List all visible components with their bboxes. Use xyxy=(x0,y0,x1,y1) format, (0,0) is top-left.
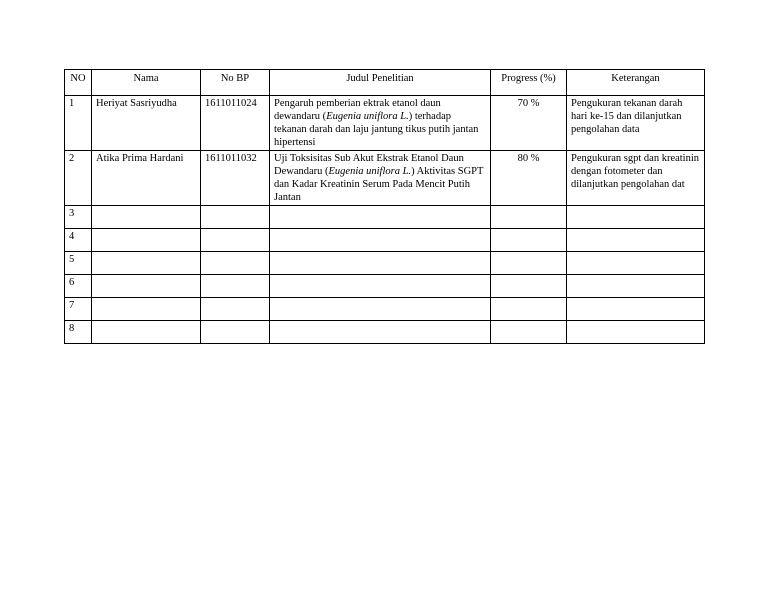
cell-no: 7 xyxy=(65,298,92,321)
header-progress: Progress (%) xyxy=(491,70,567,96)
cell-keterangan xyxy=(567,252,705,275)
cell-nama: Heriyat Sasriyudha xyxy=(92,96,201,151)
cell-no-bp xyxy=(201,206,270,229)
cell-judul xyxy=(270,252,491,275)
header-judul-penelitian: Judul Penelitian xyxy=(270,70,491,96)
cell-progress: 80 % xyxy=(491,151,567,206)
cell-nama xyxy=(92,206,201,229)
judul-species-name: Eugenia uniflora L. xyxy=(328,166,412,177)
cell-no: 4 xyxy=(65,229,92,252)
cell-progress xyxy=(491,275,567,298)
cell-progress: 70 % xyxy=(491,96,567,151)
judul-text-before: Pengaruh pemberian ektrak etanol daun dewandaru ( xyxy=(274,98,441,122)
table-row-empty xyxy=(65,252,705,275)
table-row xyxy=(65,151,705,206)
cell-no: 5 xyxy=(65,252,92,275)
cell-judul xyxy=(270,321,491,344)
cell-no-bp xyxy=(201,298,270,321)
judul-species-name: Eugenia uniflora L. xyxy=(326,111,409,122)
table-row-empty xyxy=(65,229,705,252)
cell-no-bp: 1611011024 xyxy=(201,96,270,151)
cell-no-bp xyxy=(201,275,270,298)
table-header-row xyxy=(65,70,705,96)
cell-nama xyxy=(92,252,201,275)
cell-judul xyxy=(270,275,491,298)
cell-no-bp xyxy=(201,252,270,275)
cell-nama xyxy=(92,275,201,298)
research-progress-table xyxy=(64,69,705,344)
cell-keterangan xyxy=(567,229,705,252)
judul-text-before: Uji Toksisitas Sub Akut Ekstrak Etanol Daun Dewandaru ( xyxy=(274,153,464,177)
cell-progress xyxy=(491,321,567,344)
table-row-empty xyxy=(65,298,705,321)
cell-progress xyxy=(491,252,567,275)
cell-keterangan xyxy=(567,275,705,298)
cell-keterangan xyxy=(567,206,705,229)
judul-text-after: ) Aktivitas SGPT dan Kadar Kreatinin Serum Pada Mencit Putih Jantan xyxy=(274,166,484,203)
header-keterangan: Keterangan xyxy=(567,70,705,96)
cell-no: 3 xyxy=(65,206,92,229)
header-nama: Nama xyxy=(92,70,201,96)
cell-judul xyxy=(270,96,491,151)
cell-progress xyxy=(491,229,567,252)
cell-judul xyxy=(270,229,491,252)
cell-no-bp: 1611011032 xyxy=(201,151,270,206)
cell-progress xyxy=(491,298,567,321)
cell-judul xyxy=(270,298,491,321)
table-row xyxy=(65,96,705,151)
cell-progress xyxy=(491,206,567,229)
cell-keterangan: Pengukuran tekanan darah hari ke-15 dan dilanjutkan pengolahan data xyxy=(567,96,705,151)
header-no-bp: No BP xyxy=(201,70,270,96)
table-row-empty xyxy=(65,275,705,298)
header-no: NO xyxy=(65,70,92,96)
cell-keterangan: Pengukuran sgpt dan kreatinin dengan fotometer dan dilanjutkan pengolahan dat xyxy=(567,151,705,206)
table-row-empty xyxy=(65,206,705,229)
cell-keterangan xyxy=(567,321,705,344)
cell-nama: Atika Prima Hardani xyxy=(92,151,201,206)
cell-no: 6 xyxy=(65,275,92,298)
table-row-empty xyxy=(65,321,705,344)
cell-judul xyxy=(270,151,491,206)
judul-text-after: ) terhadap tekanan darah dan laju jantung tikus putih jantan hipertensi xyxy=(274,111,479,148)
cell-judul xyxy=(270,206,491,229)
cell-nama xyxy=(92,298,201,321)
cell-no: 1 xyxy=(65,96,92,151)
cell-no-bp xyxy=(201,229,270,252)
cell-no-bp xyxy=(201,321,270,344)
cell-nama xyxy=(92,229,201,252)
cell-nama xyxy=(92,321,201,344)
cell-no: 8 xyxy=(65,321,92,344)
cell-no: 2 xyxy=(65,151,92,206)
cell-keterangan xyxy=(567,298,705,321)
